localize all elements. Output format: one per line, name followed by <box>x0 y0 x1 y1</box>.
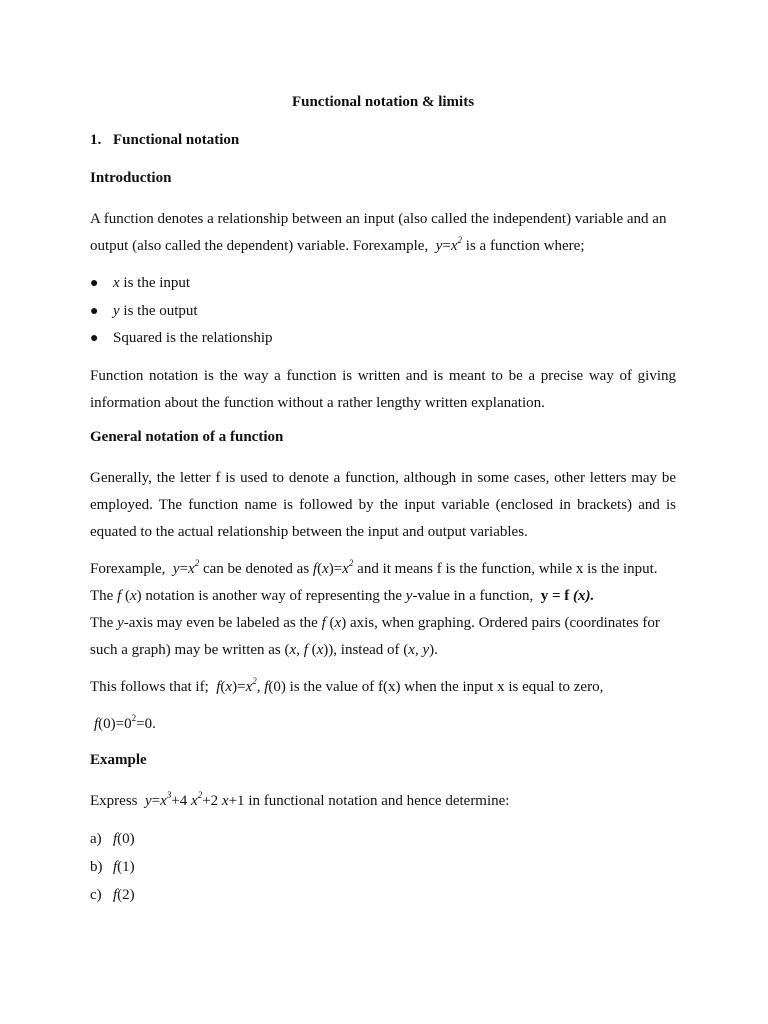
example-text-10: , instead of <box>333 641 400 658</box>
question-parts <box>90 825 676 909</box>
formula-fx-eq-x2: $f(x)=x^2$ <box>312 557 354 577</box>
follows-text-1: This follows that if; <box>90 678 209 695</box>
example-heading: Example <box>90 751 147 768</box>
formula-y-eq-x2: $y=x^2$ <box>169 557 200 577</box>
express-paragraph <box>90 788 676 815</box>
example-paragraph: Forexample, $y=x^2$ can be denoted as $f(x)=x^2$ and it means f is the function, while x is the input. The f (x) notation is another way of representing the y-value in a function, y = f (x). The y-axis may even be labeled as the f (x) axis, when graphing. Ordered pairs (coordinates for such a graph) may be written as (x, f (x)), instead of (x, y). <box>90 557 660 658</box>
example-text-7: The <box>90 614 114 631</box>
list-item: a) f(0) <box>90 830 135 847</box>
general-heading: General notation of a function <box>90 428 284 445</box>
formula-fx-eq-x2-f0: $f(x)=x^2$, f(0) <box>212 675 286 695</box>
bullet-text: Squared is the relationship <box>113 330 273 346</box>
list-item <box>90 270 676 298</box>
express-text-1: Express <box>90 792 138 809</box>
document-page <box>90 92 676 909</box>
page-title: Functional notation & limits <box>291 94 475 110</box>
general-paragraph: Generally, the letter f is used to denote a function, although in some cases, other letters may be employed. The function name is followed by the input variable (enclosed in brackets) and is equated to the actual relationship between the input and output variables. <box>90 469 676 540</box>
example-text-9: axis, when graphing. Ordered pairs (coordinates for such a graph) may be written as <box>90 614 660 658</box>
bullet-icon: ● <box>90 331 99 346</box>
bullet-icon: ● <box>90 303 99 319</box>
bullet-text: is the output <box>123 302 198 319</box>
example-text-3: and it means f is the function, while x is the input. <box>357 560 658 577</box>
section-label: Functional notation <box>113 132 240 148</box>
formula-f0-eq-0: $f(0)=0^2=0$. <box>94 712 156 732</box>
bullet-list <box>90 270 676 353</box>
formula-y-eq-x2: $y=x^2$ <box>431 235 463 254</box>
list-item <box>90 298 676 326</box>
list-item: b) f(1) <box>90 858 135 875</box>
notation-paragraph: Function notation is the way a function is written and is meant to be a precise way of giving information about the function without a rather lengthy written explanation. <box>90 367 676 411</box>
example-text-8: -axis may even be labeled as the <box>123 614 318 631</box>
bullet-var: x <box>113 275 120 291</box>
example-text-1: Forexample, <box>90 560 166 577</box>
intro-tail: is a function where; <box>465 238 585 254</box>
bullet-var: y <box>113 302 120 319</box>
follows-paragraph <box>90 674 676 701</box>
follows-text-2: is the value of f(x) when the input x is equal to zero, <box>289 678 604 695</box>
intro-heading: Introduction <box>90 170 172 186</box>
example-text-6: -value in a function, <box>412 587 534 604</box>
example-text-11: . <box>434 641 438 658</box>
section-heading <box>90 130 676 150</box>
list-item <box>90 325 676 353</box>
list-item: c) f(2) <box>90 886 135 903</box>
formula-f-x: f <box>117 587 122 604</box>
example-text-5: notation is another way of representing the <box>145 587 403 604</box>
section-number: 1. <box>90 132 102 148</box>
intro-text: A function denotes a relationship between an input (also called the independent) variable and an output (also called the dependent) variable. Forexample, <box>90 211 667 254</box>
formula-y-eq-fx: y = f (x). <box>540 587 595 604</box>
bullet-icon: ● <box>90 276 99 291</box>
bullet-text: is the input <box>123 275 191 291</box>
formula-cubic: $y=x^3+4$ $x^2+2$ x+1 <box>141 789 245 809</box>
intro-paragraph <box>90 206 676 260</box>
express-text-2: in functional notation and hence determine: <box>248 792 510 809</box>
example-text-4: The <box>90 587 114 604</box>
example-text-2: can be denoted as <box>202 560 310 577</box>
